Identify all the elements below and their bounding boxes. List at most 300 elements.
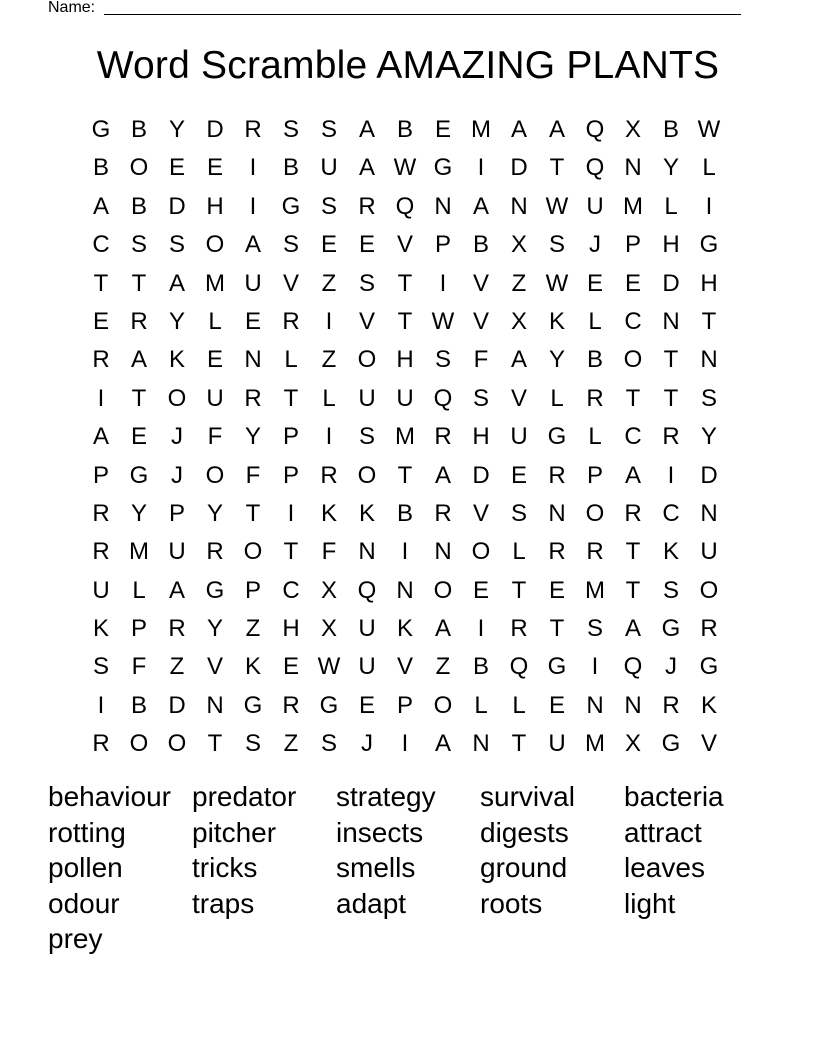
word-list-item: leaves [624,852,705,884]
grid-letter: T [131,384,147,412]
grid-letter: T [625,576,641,604]
grid-letter: Y [168,307,185,335]
grid-letter: C [282,576,300,604]
grid-letter: I [477,615,485,643]
grid-letter: O [205,461,225,489]
grid-letter: K [548,307,565,335]
grid-letter: P [396,691,413,719]
grid-letter: Q [357,576,377,604]
grid-letter: A [510,116,527,143]
grid-letter: T [131,269,147,297]
grid-row [82,495,728,533]
grid-letter: F [321,538,337,566]
grid-letter: G [547,423,567,451]
grid-letter: P [434,231,451,259]
word-list-item: bacteria [624,781,724,812]
grid-letter: S [92,653,109,681]
grid-letter: K [320,499,337,527]
grid-letter: L [208,307,222,335]
grid-row [82,341,728,379]
word-list-item: adapt [336,887,407,919]
grid-letter: R [282,307,300,335]
grid-letter: S [586,615,603,643]
grid-letter: O [167,730,187,758]
grid-letter: B [130,192,147,220]
grid-letter: X [624,730,641,758]
grid-letter: W [393,154,417,182]
grid-letter: E [320,231,337,259]
grid-letter: M [129,538,149,566]
grid-row [82,380,728,418]
grid-letter: A [168,269,185,297]
grid-letter: L [322,384,336,412]
grid-letter: H [396,346,414,374]
grid-letter: R [92,730,110,758]
grid-letter: K [358,499,375,527]
grid-letter: O [167,384,187,412]
grid-letter: H [282,615,300,643]
name-underline [104,14,741,15]
word-list-item: roots [480,887,543,919]
grid-row [82,572,728,610]
grid-letter: P [244,576,261,604]
grid-letter: K [244,653,261,681]
grid-letter: Z [435,653,451,681]
grid-letter: E [168,154,185,182]
grid-letter: M [471,116,491,143]
grid-letter: U [168,538,186,566]
grid-letter: D [662,269,680,297]
word-list-item: survival [480,781,575,812]
grid-letter: G [281,192,301,220]
grid-letter: U [586,192,604,220]
word-list-item: odour [48,887,120,919]
grid-letter: U [320,154,338,182]
grid-letter: N [548,499,566,527]
grid-letter: U [358,615,376,643]
grid-letter: A [168,576,185,604]
grid-letter: G [129,461,149,489]
grid-letter: Q [395,192,415,220]
grid-letter: A [92,423,109,451]
grid-letter: N [244,346,262,374]
grid-row [82,111,728,149]
grid-letter: Y [168,116,185,143]
grid-row [82,687,728,725]
grid-letter: X [320,615,337,643]
grid-letter: A [434,615,451,643]
grid-letter: P [168,499,185,527]
grid-letter: A [434,730,451,758]
grid-letter: Y [206,615,223,643]
grid-letter: R [586,538,604,566]
grid-letter: F [245,461,261,489]
grid-letter: P [130,615,147,643]
grid-letter: S [320,730,337,758]
grid-row [82,226,728,264]
grid-letter: I [97,384,105,412]
grid-letter: O [129,730,149,758]
grid-letter: O [433,691,453,719]
grid-letter: U [700,538,718,566]
grid-letter: S [358,423,375,451]
grid-letter: V [472,499,489,527]
grid-letter: X [320,576,337,604]
grid-letter: O [243,538,263,566]
grid-letter: L [474,691,488,719]
grid-letter: S [662,576,679,604]
grid-letter: A [624,615,641,643]
grid-letter: F [207,423,223,451]
grid-letter: N [700,499,718,527]
grid-row [82,457,728,495]
grid-letter: U [396,384,414,412]
grid-letter: Z [169,653,185,681]
grid-letter: C [92,231,110,259]
grid-letter: M [395,423,415,451]
grid-letter: X [624,116,641,143]
grid-letter: E [282,653,299,681]
word-list-item: ground [480,852,568,884]
grid-letter: R [434,499,452,527]
grid-letter: P [282,461,299,489]
grid-letter: L [512,691,526,719]
grid-letter: D [168,691,186,719]
grid-letter: R [206,538,224,566]
grid-letter: P [92,461,109,489]
grid-letter: U [92,576,110,604]
grid-letter: S [472,384,489,412]
grid-letter: N [206,691,224,719]
grid-letter: X [510,307,527,335]
grid-letter: A [130,346,147,374]
grid-row [82,265,728,303]
grid-letter: V [206,653,223,681]
grid-letter: J [589,231,601,259]
grid-letter: T [283,538,299,566]
grid-row [82,188,728,226]
grid-letter: B [396,116,413,143]
grid-letter: H [662,231,680,259]
grid-letter: R [320,461,338,489]
grid-letter: I [249,154,257,182]
grid-letter: D [168,192,186,220]
grid-letter: G [319,691,339,719]
grid-letter: A [244,231,261,259]
grid-letter: Y [700,423,717,451]
grid-letter: T [625,384,641,412]
grid-letter: M [585,576,605,604]
grid-letter: R [92,346,110,374]
grid-letter: I [249,192,257,220]
grid-row [82,533,728,571]
grid-letter: K [396,615,413,643]
grid-letter: N [510,192,528,220]
grid-letter: N [624,691,642,719]
word-list-item: digests [480,816,569,848]
grid-letter: S [700,384,717,412]
grid-letter: O [585,499,605,527]
grid-letter: R [244,116,262,143]
grid-letter: K [662,538,679,566]
grid-letter: V [700,730,717,758]
grid-letter: E [206,154,223,182]
grid-letter: T [701,307,717,335]
grid-letter: D [206,116,224,143]
grid-letter: B [472,231,489,259]
grid-letter: W [697,116,721,143]
word-list-item: insects [336,816,424,848]
grid-letter: P [624,231,641,259]
grid-letter: T [207,730,223,758]
grid-letter: P [586,461,603,489]
grid-letter: I [97,691,105,719]
grid-letter: G [547,653,567,681]
grid-letter: T [663,384,679,412]
grid-letter: C [624,423,642,451]
grid-letter: S [244,730,261,758]
grid-letter: T [549,615,565,643]
grid-letter: S [282,231,299,259]
grid-letter: R [548,538,566,566]
grid-letter: T [511,730,527,758]
word-list-item: prey [48,923,103,955]
grid-letter: E [358,231,375,259]
grid-letter: G [205,576,225,604]
grid-letter: O [623,346,643,374]
grid-letter: E [434,116,451,143]
grid-letter: L [550,384,564,412]
grid-letter: E [206,346,223,374]
grid-letter: V [472,307,489,335]
grid-letter: R [510,615,528,643]
grid-letter: W [431,307,455,335]
grid-letter: W [545,192,569,220]
grid-letter: I [439,269,447,297]
grid-letter: Z [511,269,527,297]
grid-letter: G [433,154,453,182]
grid-letter: R [358,192,376,220]
grid-letter: Z [245,615,261,643]
grid-letter: R [548,461,566,489]
grid-letter: T [511,576,527,604]
grid-row [82,610,728,648]
grid-letter: T [397,269,413,297]
grid-letter: O [357,461,377,489]
grid-letter: T [245,499,261,527]
word-list [48,779,768,957]
grid-letter: E [548,576,565,604]
grid-letter: K [168,346,185,374]
grid-letter: B [472,653,489,681]
grid-letter: F [131,653,147,681]
grid-letter: I [401,538,409,566]
grid-letter: R [434,423,452,451]
grid-letter: T [283,384,299,412]
grid-letter: V [510,384,527,412]
grid-letter: A [624,461,641,489]
grid-letter: F [473,346,489,374]
grid-letter: R [244,384,262,412]
grid-letter: S [434,346,451,374]
grid-letter: Y [548,346,565,374]
grid-letter: C [662,499,680,527]
grid-letter: O [471,538,491,566]
grid-letter: G [661,730,681,758]
grid-letter: R [130,307,148,335]
grid-letter: E [244,307,261,335]
grid-letter: L [588,307,602,335]
grid-letter: J [171,461,183,489]
grid-letter: L [702,154,716,182]
grid-letter: U [206,384,224,412]
grid-letter: R [662,423,680,451]
grid-letter: Z [283,730,299,758]
grid-letter: B [92,154,109,182]
grid-letter: A [472,192,489,220]
grid-letter: Q [585,154,605,182]
word-list-item: rotting [48,816,126,848]
grid-letter: O [357,346,377,374]
grid-letter: B [586,346,603,374]
grid-letter: U [358,384,376,412]
grid-letter: U [244,269,262,297]
grid-letter: S [168,231,185,259]
grid-letter: W [317,653,341,681]
word-list-item: predator [192,781,297,812]
grid-letter: R [168,615,186,643]
grid-letter: N [586,691,604,719]
grid-letter: Q [623,653,643,681]
grid-letter: T [397,461,413,489]
grid-letter: Y [662,154,679,182]
grid-letter: S [548,231,565,259]
grid-row [82,418,728,456]
grid-row [82,725,728,763]
word-list-item: strategy [336,781,436,812]
grid-letter: V [396,231,413,259]
grid-letter: Q [509,653,529,681]
grid-letter: H [472,423,490,451]
grid-letter: B [662,116,679,143]
grid-letter: G [661,615,681,643]
grid-letter: R [92,499,110,527]
grid-letter: T [93,269,109,297]
grid-letter: G [699,653,719,681]
grid-letter: G [243,691,263,719]
grid-letter: S [510,499,527,527]
grid-letter: J [361,730,373,758]
grid-letter: E [472,576,489,604]
grid-letter: N [396,576,414,604]
grid-letter: L [664,192,678,220]
grid-letter: N [662,307,680,335]
grid-letter: V [396,653,413,681]
grid-letter: I [287,499,295,527]
grid-letter: K [700,691,717,719]
grid-letter: B [282,154,299,182]
word-list-item: smells [336,852,416,884]
grid-letter: N [700,346,718,374]
grid-letter: I [667,461,675,489]
grid-letter: R [282,691,300,719]
grid-letter: V [282,269,299,297]
grid-letter: E [130,423,147,451]
grid-letter: T [397,307,413,335]
grid-letter: Z [321,269,337,297]
grid-letter: B [396,499,413,527]
grid-letter: S [282,116,299,143]
grid-letter: G [699,231,719,259]
grid-letter: R [662,691,680,719]
grid-letter: I [477,154,485,182]
word-list-item: behaviour [48,781,171,812]
grid-letter: A [510,346,527,374]
grid-letter: V [472,269,489,297]
grid-letter: O [205,231,225,259]
grid-letter: S [358,269,375,297]
grid-letter: L [132,576,146,604]
grid-letter: I [705,192,713,220]
word-list-item: traps [192,887,255,919]
grid-letter: O [433,576,453,604]
grid-letter: T [549,154,565,182]
grid-letter: L [512,538,526,566]
grid-row [82,648,728,686]
grid-letter: E [510,461,527,489]
grid-letter: X [510,231,527,259]
grid-letter: T [625,538,641,566]
grid-letter: D [472,461,490,489]
grid-letter: S [320,192,337,220]
grid-letter: O [699,576,719,604]
grid-letter: D [700,461,718,489]
grid-letter: L [284,346,298,374]
name-label: Name: [48,0,96,16]
grid-letter: R [624,499,642,527]
grid-letter: B [130,116,147,143]
grid-row [82,303,728,341]
grid-letter: E [92,307,109,335]
grid-letter: B [130,691,147,719]
letter-grid [82,111,728,764]
page-title: Word Scramble AMAZING PLANTS [96,44,720,87]
grid-letter: M [205,269,225,297]
word-list-item: attract [624,816,702,848]
grid-letter: Y [206,499,223,527]
grid-letter: S [130,231,147,259]
grid-letter: A [358,154,375,182]
word-list-item: light [624,887,676,919]
grid-row [82,149,728,187]
grid-letter: I [401,730,409,758]
grid-letter: K [92,615,109,643]
grid-letter: N [358,538,376,566]
grid-letter: P [282,423,299,451]
grid-letter: E [358,691,375,719]
grid-letter: U [358,653,376,681]
grid-letter: E [548,691,565,719]
grid-letter: I [325,307,333,335]
grid-letter: S [320,116,337,143]
grid-letter: G [91,116,111,143]
grid-letter: A [358,116,375,143]
grid-letter: I [591,653,599,681]
grid-letter: I [325,423,333,451]
name-field-row [48,0,95,17]
grid-letter: J [665,653,677,681]
grid-letter: A [434,461,451,489]
